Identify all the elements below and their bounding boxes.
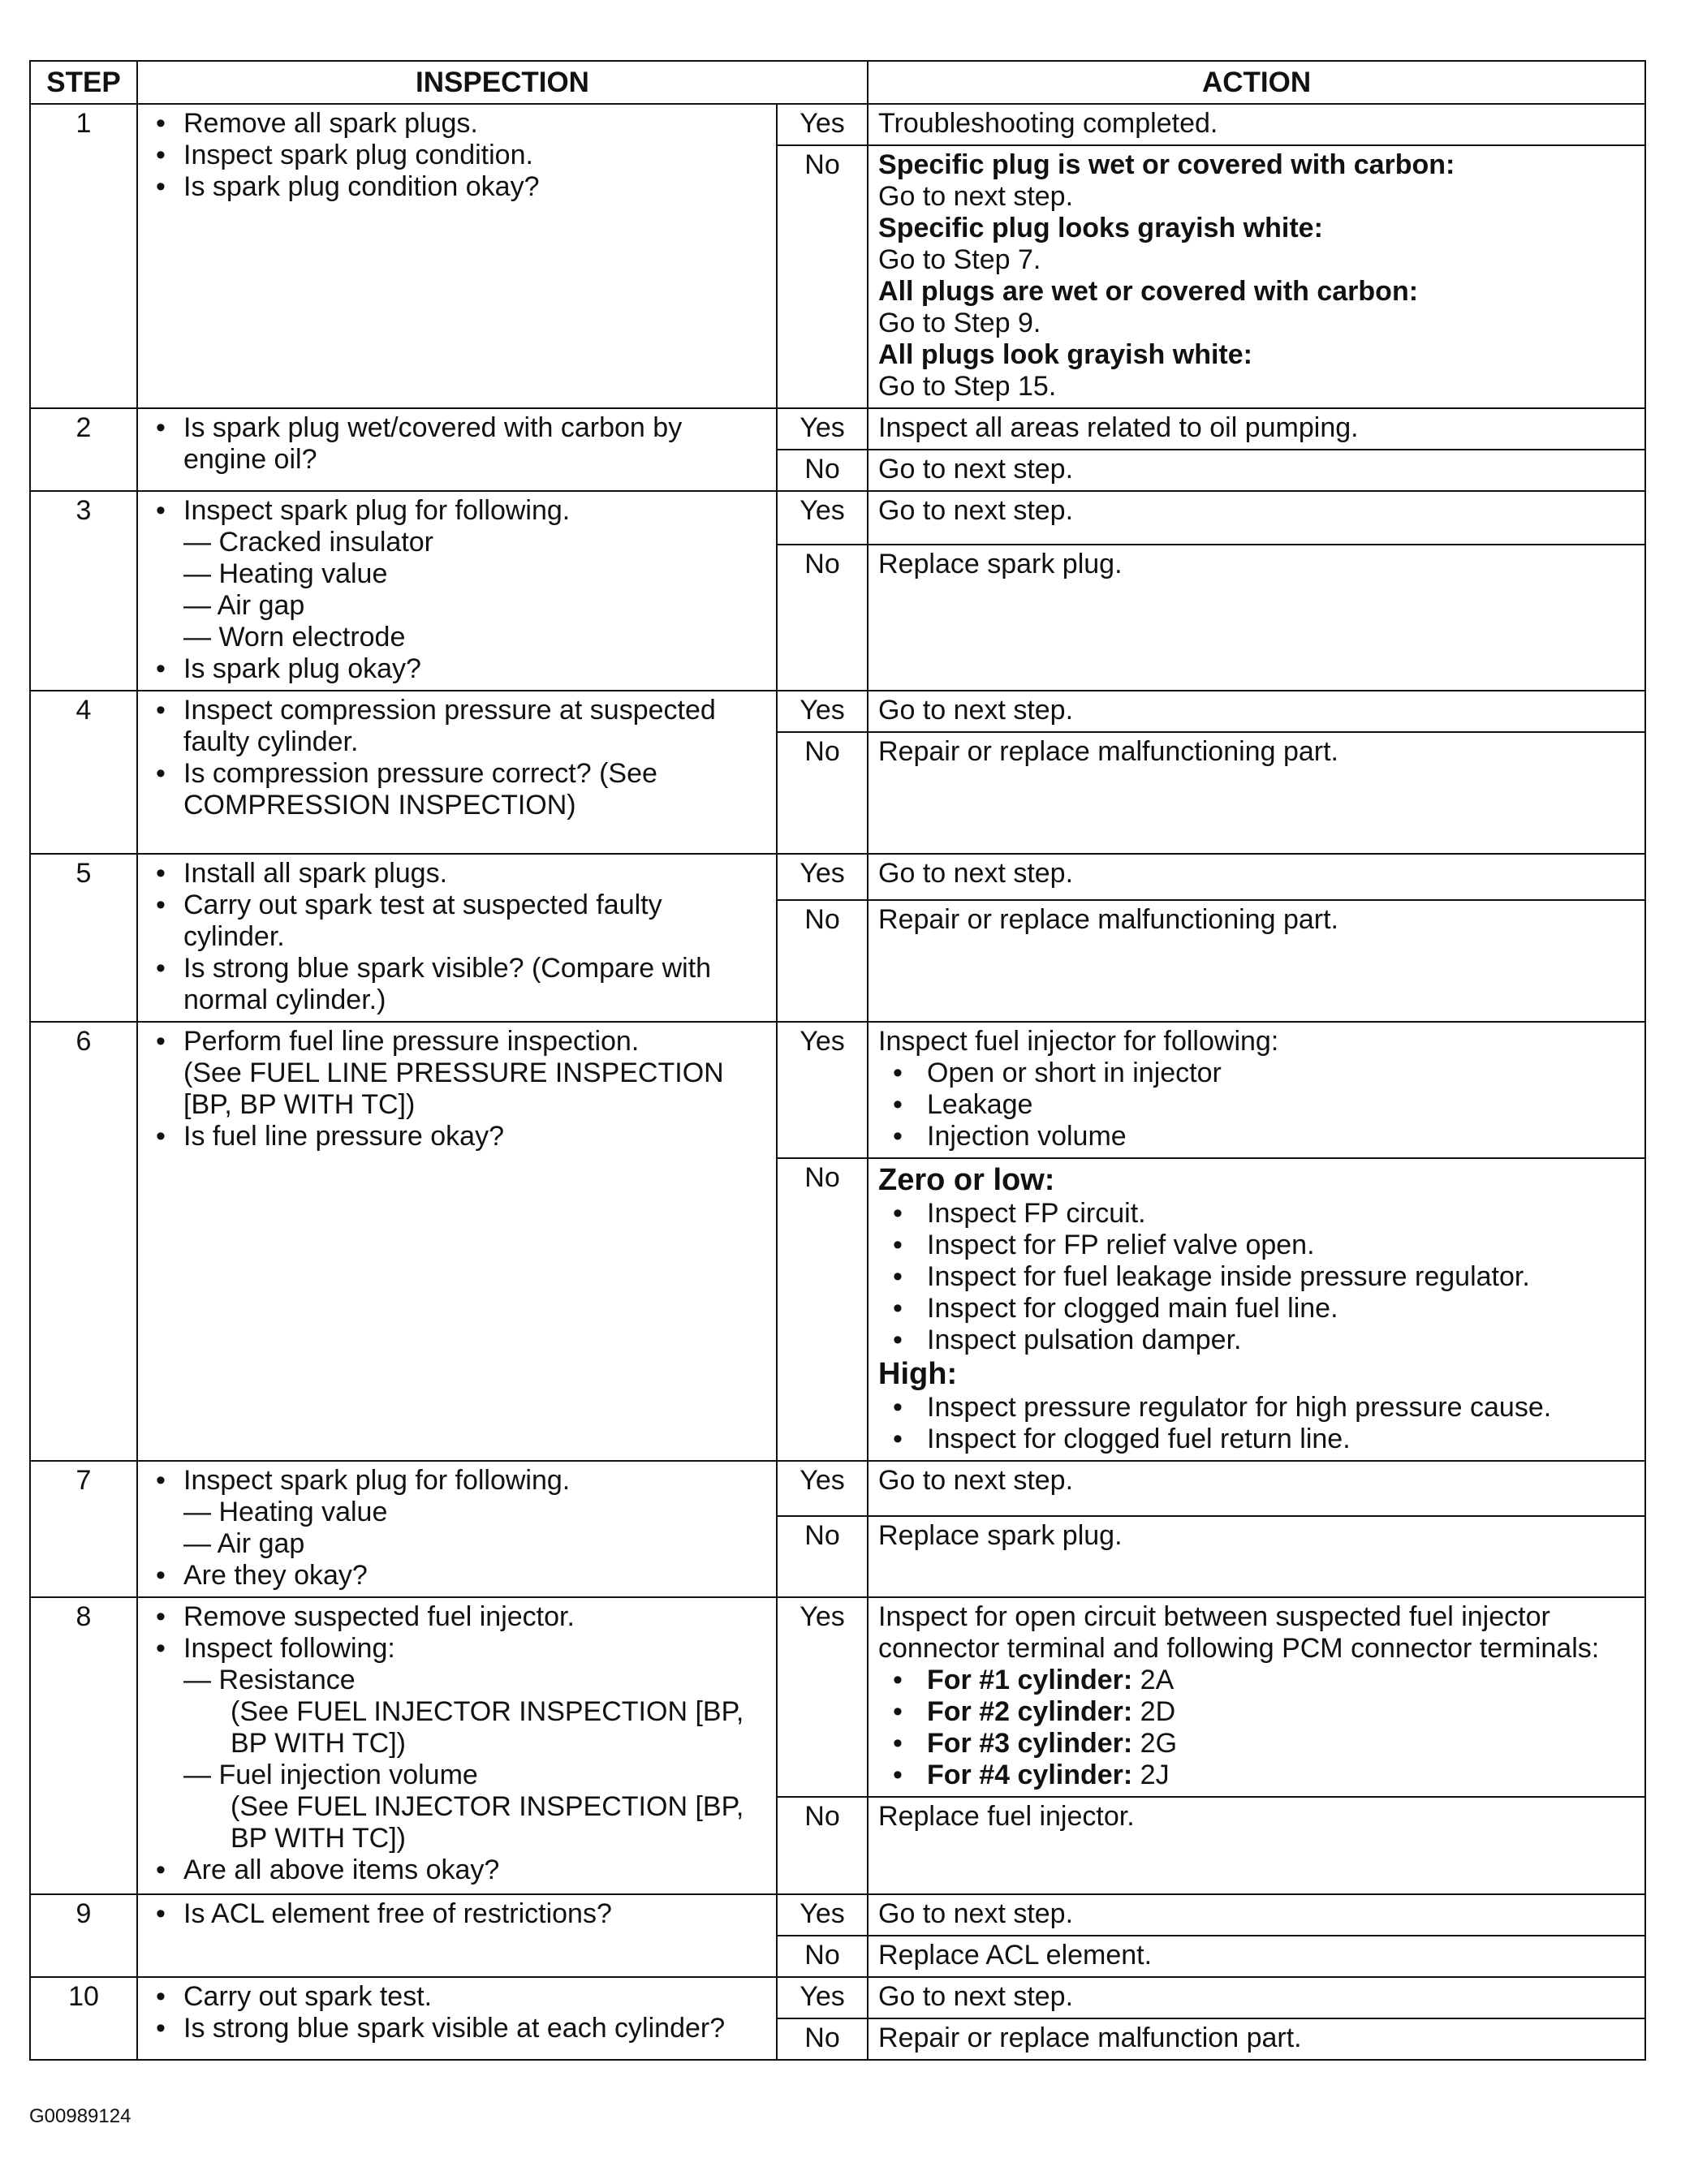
inspection-reference: (See FUEL INJECTOR INSPECTION [BP, BP WITH TC]) — [231, 1696, 744, 1759]
no-action: Replace spark plug. — [868, 545, 1645, 691]
no-action: Replace ACL element. — [868, 1936, 1645, 1977]
step-4-yes-row — [30, 691, 1645, 732]
sub-item: — Air gap — [183, 1528, 305, 1559]
action-result: Go to Step 9. — [878, 308, 1041, 338]
inspection-item — [148, 1465, 766, 1560]
step-number: 10 — [30, 1977, 137, 2060]
action-item: • Inspect for FP relief valve open. — [878, 1230, 1635, 1261]
inspection-reference: (See FUEL LINE PRESSURE INSPECTION [BP, BP WITH TC]) — [183, 1058, 724, 1120]
step-inspection — [137, 408, 777, 491]
terminal-value: 2D — [1140, 1696, 1176, 1727]
inspection-item: • Is strong blue spark visible? (Compare with normal cylinder.) — [148, 953, 766, 1016]
step-inspection — [137, 854, 777, 1022]
inspection-item — [148, 1026, 766, 1121]
inspection-item — [148, 1633, 766, 1854]
cylinder-label: For #2 cylinder: — [927, 1696, 1133, 1727]
no-label: No — [777, 1936, 868, 1977]
inspection-text: Perform fuel line pressure inspection. — [183, 1026, 640, 1057]
sub-item: — Cracked insulator — [183, 527, 434, 558]
step-5-yes-row — [30, 854, 1645, 900]
no-action: Go to next step. — [868, 450, 1645, 491]
step-inspection — [137, 1461, 777, 1597]
step-inspection — [137, 1977, 777, 2060]
action-item — [878, 1665, 1635, 1696]
action-item — [878, 1760, 1635, 1791]
step-8-yes-row — [30, 1597, 1645, 1797]
inspection-item: • Carry out spark test. — [148, 1981, 766, 2013]
yes-action: Go to next step. — [868, 854, 1645, 900]
step-number: 2 — [30, 408, 137, 491]
sub-item: — Air gap — [183, 590, 305, 621]
action-item: • Open or short in injector — [878, 1058, 1635, 1089]
step-number: 1 — [30, 104, 137, 408]
inspection-item: • Are all above items okay? — [148, 1854, 766, 1886]
yes-action: Go to next step. — [868, 691, 1645, 732]
no-label: No — [777, 900, 868, 1022]
inspection-item: • Is spark plug wet/covered with carbon by engine oil? — [148, 412, 766, 476]
no-action: Repair or replace malfunction part. — [868, 2018, 1645, 2060]
step-inspection — [137, 1894, 777, 1977]
inspection-item: • Is fuel line pressure okay? — [148, 1121, 766, 1152]
step-inspection — [137, 1597, 777, 1894]
step-3-yes-row — [30, 491, 1645, 545]
action-item — [878, 1728, 1635, 1760]
figure-code: G00989124 — [29, 2105, 131, 2127]
inspection-item: • Carry out spark test at suspected faulty cylinder. — [148, 890, 766, 953]
no-action: Replace fuel injector. — [868, 1797, 1645, 1894]
step-number: 9 — [30, 1894, 137, 1977]
step-inspection — [137, 104, 777, 408]
inspection-item — [148, 495, 766, 653]
action-item: • Inspect pulsation damper. — [878, 1325, 1635, 1356]
yes-label: Yes — [777, 104, 868, 145]
yes-action: Go to next step. — [868, 1894, 1645, 1936]
step-inspection — [137, 691, 777, 854]
yes-action — [868, 1597, 1645, 1797]
action-condition: All plugs look grayish white: — [878, 339, 1252, 370]
step-inspection — [137, 491, 777, 691]
inspection-item: • Remove all spark plugs. — [148, 108, 766, 140]
terminal-value: 2J — [1140, 1760, 1170, 1790]
cylinder-label: For #4 cylinder: — [927, 1760, 1133, 1790]
no-label: No — [777, 1158, 868, 1461]
no-action: Replace spark plug. — [868, 1516, 1645, 1597]
inspection-item: • Remove suspected fuel injector. — [148, 1601, 766, 1633]
step-number: 6 — [30, 1022, 137, 1461]
terminal-value: 2A — [1140, 1665, 1175, 1695]
header-step: STEP — [30, 61, 137, 104]
action-item: • Injection volume — [878, 1121, 1635, 1152]
no-label: No — [777, 450, 868, 491]
action-item: • Inspect pressure regulator for high pressure cause. — [878, 1392, 1635, 1424]
inspection-text: Inspect spark plug for following. — [183, 1465, 571, 1496]
no-action: Repair or replace malfunctioning part. — [868, 900, 1645, 1022]
action-result: Go to next step. — [878, 181, 1074, 212]
yes-action: Go to next step. — [868, 491, 1645, 545]
inspection-item: • Is strong blue spark visible at each cylinder? — [148, 2013, 766, 2044]
step-6-yes-row — [30, 1022, 1645, 1158]
action-item — [878, 1696, 1635, 1728]
action-result: Go to Step 15. — [878, 371, 1057, 402]
action-item: • Inspect for clogged main fuel line. — [878, 1293, 1635, 1325]
header-row — [30, 61, 1645, 104]
sub-item: — Fuel injection volume — [183, 1760, 478, 1790]
action-item: • Leakage — [878, 1089, 1635, 1121]
action-item: • Inspect for fuel leakage inside pressure regulator. — [878, 1261, 1635, 1293]
step-inspection — [137, 1022, 777, 1461]
no-action: Repair or replace malfunctioning part. — [868, 732, 1645, 854]
step-number: 4 — [30, 691, 137, 854]
yes-action: Troubleshooting completed. — [868, 104, 1645, 145]
yes-label: Yes — [777, 1597, 868, 1797]
inspection-item: • Is compression pressure correct? (See COMPRESSION INSPECTION) — [148, 758, 766, 821]
action-condition: All plugs are wet or covered with carbon: — [878, 276, 1419, 307]
inspection-item: • Inspect spark plug condition. — [148, 140, 766, 171]
header-inspection: INSPECTION — [137, 61, 868, 104]
action-item: • Inspect for clogged fuel return line. — [878, 1424, 1635, 1455]
inspection-text: Inspect following: — [183, 1633, 395, 1664]
yes-label: Yes — [777, 1461, 868, 1516]
sub-item: — Heating value — [183, 1497, 388, 1527]
yes-label: Yes — [777, 1894, 868, 1936]
header-action: ACTION — [868, 61, 1645, 104]
sub-item: — Resistance — [183, 1665, 356, 1695]
step-number: 8 — [30, 1597, 137, 1894]
action-condition: Specific plug is wet or covered with carbon: — [878, 149, 1455, 180]
yes-label: Yes — [777, 691, 868, 732]
inspection-item: • Is ACL element free of restrictions? — [148, 1898, 766, 1930]
yes-action — [868, 1022, 1645, 1158]
step-10-yes-row — [30, 1977, 1645, 2018]
no-action — [868, 1158, 1645, 1461]
inspection-reference: (See FUEL INJECTOR INSPECTION [BP, BP WITH TC]) — [231, 1791, 744, 1854]
no-label: No — [777, 2018, 868, 2060]
inspection-item: • Are they okay? — [148, 1560, 766, 1592]
inspection-item: • Is spark plug condition okay? — [148, 171, 766, 203]
no-label: No — [777, 1516, 868, 1597]
no-label: No — [777, 145, 868, 408]
yes-label: Yes — [777, 1977, 868, 2018]
troubleshooting-table — [29, 60, 1646, 2061]
yes-action: Inspect all areas related to oil pumping. — [868, 408, 1645, 450]
step-1-yes-row — [30, 104, 1645, 145]
action-result: Go to Step 7. — [878, 244, 1041, 275]
yes-action: Go to next step. — [868, 1977, 1645, 2018]
yes-label: Yes — [777, 408, 868, 450]
no-label: No — [777, 1797, 868, 1894]
action-condition: High: — [878, 1357, 958, 1391]
step-number: 5 — [30, 854, 137, 1022]
cylinder-label: For #1 cylinder: — [927, 1665, 1133, 1695]
inspection-text: Inspect spark plug for following. — [183, 495, 571, 526]
inspection-item: • Install all spark plugs. — [148, 858, 766, 890]
yes-label: Yes — [777, 1022, 868, 1158]
inspection-item: • Inspect compression pressure at suspected faulty cylinder. — [148, 695, 766, 758]
step-number: 3 — [30, 491, 137, 691]
step-9-yes-row — [30, 1894, 1645, 1936]
no-label: No — [777, 545, 868, 691]
action-condition: Specific plug looks grayish white: — [878, 213, 1323, 243]
no-action — [868, 145, 1645, 408]
sub-item: — Worn electrode — [183, 622, 406, 653]
yes-label: Yes — [777, 491, 868, 545]
action-condition: Zero or low: — [878, 1163, 1055, 1197]
step-2-yes-row — [30, 408, 1645, 450]
yes-action: Go to next step. — [868, 1461, 1645, 1516]
terminal-value: 2G — [1140, 1728, 1178, 1759]
no-label: No — [777, 732, 868, 854]
sub-item: — Heating value — [183, 558, 388, 589]
action-intro: Inspect for open circuit between suspected fuel injector connector terminal and following PCM connector terminals: — [878, 1601, 1600, 1664]
step-7-yes-row — [30, 1461, 1645, 1516]
inspection-item: • Is spark plug okay? — [148, 653, 766, 685]
step-number: 7 — [30, 1461, 137, 1597]
action-item: • Inspect FP circuit. — [878, 1198, 1635, 1230]
cylinder-label: For #3 cylinder: — [927, 1728, 1133, 1759]
yes-label: Yes — [777, 854, 868, 900]
action-intro: Inspect fuel injector for following: — [878, 1026, 1279, 1057]
